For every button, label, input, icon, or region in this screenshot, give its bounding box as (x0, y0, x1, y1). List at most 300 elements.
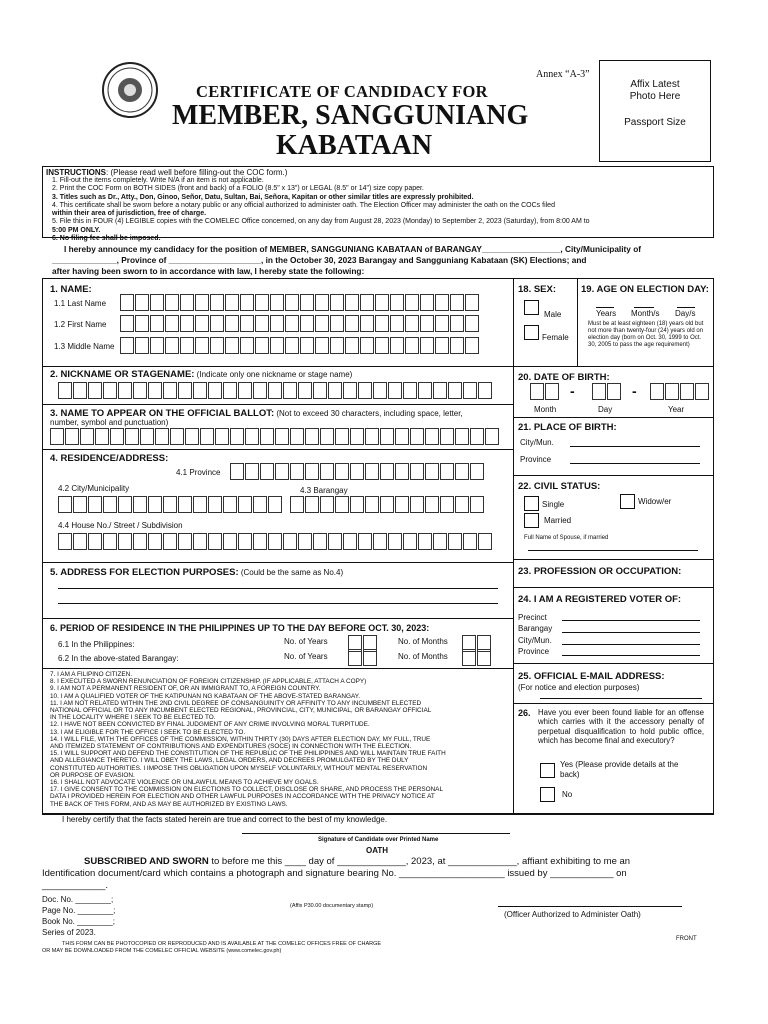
character-box[interactable] (390, 315, 404, 332)
character-box[interactable] (230, 463, 244, 480)
civil-widow-label: Widow/er (638, 497, 672, 506)
character-box[interactable] (170, 428, 184, 445)
nickname-boxes[interactable] (58, 382, 493, 400)
voter-barangay-line[interactable] (562, 632, 700, 633)
character-box[interactable] (305, 463, 319, 480)
character-box[interactable] (150, 337, 164, 354)
character-box[interactable] (455, 496, 469, 513)
character-box[interactable] (465, 337, 479, 354)
character-box[interactable] (470, 428, 484, 445)
announcement-line1[interactable]: I hereby announce my candidacy for the position of MEMBER, SANGGUNIANG KABATAAN of BARANGAY_________________, City/Municipality of (64, 244, 642, 254)
character-box[interactable] (240, 315, 254, 332)
character-box[interactable] (420, 294, 434, 311)
character-box[interactable] (450, 315, 464, 332)
character-box[interactable] (65, 428, 79, 445)
character-box[interactable] (200, 428, 214, 445)
oath-title: OATH (366, 846, 389, 855)
character-box[interactable] (120, 294, 134, 311)
character-box[interactable] (290, 463, 304, 480)
first-name-boxes[interactable] (120, 315, 480, 333)
age-days-line[interactable] (677, 307, 695, 308)
character-box[interactable] (253, 382, 267, 399)
q26-yes-checkbox[interactable] (540, 763, 555, 778)
character-box[interactable] (193, 496, 207, 513)
character-box[interactable] (373, 533, 387, 550)
character-box[interactable] (178, 496, 192, 513)
voter-precinct-label: Precinct (518, 613, 547, 622)
character-box[interactable] (285, 294, 299, 311)
character-box[interactable] (120, 337, 134, 354)
character-box[interactable] (425, 463, 439, 480)
pob-province-line[interactable] (570, 463, 700, 464)
character-box[interactable] (253, 533, 267, 550)
character-box[interactable] (103, 533, 117, 550)
spouse-name-line[interactable] (528, 550, 698, 551)
character-box[interactable] (320, 428, 334, 445)
character-box[interactable] (178, 533, 192, 550)
age-years-line[interactable] (596, 307, 614, 308)
character-box[interactable] (298, 382, 312, 399)
character-box[interactable] (223, 496, 237, 513)
city-boxes[interactable] (58, 496, 283, 514)
character-box[interactable] (58, 533, 72, 550)
character-box[interactable] (433, 533, 447, 550)
character-box[interactable] (238, 533, 252, 550)
voter-city-line[interactable] (562, 644, 700, 645)
civil-widow-checkbox[interactable] (620, 494, 635, 509)
statement-item: AND ALLEGIANCE THERETO. I WILL OBEY THE LAWS, LEGAL ORDERS, AND DECREES PROMULGATED BY THE DULY (50, 757, 409, 765)
character-box[interactable] (180, 294, 194, 311)
comelec-seal (102, 62, 158, 118)
character-box[interactable] (135, 315, 149, 332)
book-no[interactable]: Book No. ________; (42, 917, 115, 926)
character-box[interactable] (463, 382, 477, 399)
character-box[interactable] (103, 382, 117, 399)
character-box[interactable] (110, 428, 124, 445)
character-box[interactable] (405, 294, 419, 311)
character-box[interactable] (403, 533, 417, 550)
pob-city-line[interactable] (570, 446, 700, 447)
character-box[interactable] (390, 294, 404, 311)
character-box[interactable] (420, 337, 434, 354)
character-box[interactable] (607, 383, 621, 400)
character-box[interactable] (285, 315, 299, 332)
character-box[interactable] (163, 496, 177, 513)
voter-precinct-line[interactable] (562, 620, 700, 621)
oath-line3[interactable]: ____________. (42, 880, 109, 891)
character-box[interactable] (180, 315, 194, 332)
character-box[interactable] (330, 315, 344, 332)
character-box[interactable] (238, 382, 252, 399)
character-box[interactable] (50, 428, 64, 445)
character-box[interactable] (165, 294, 179, 311)
character-box[interactable] (270, 294, 284, 311)
character-box[interactable] (315, 337, 329, 354)
character-box[interactable] (420, 315, 434, 332)
page-no[interactable]: Page No. ________; (42, 906, 116, 915)
character-box[interactable] (395, 428, 409, 445)
ballot-name-boxes[interactable] (50, 428, 500, 446)
character-box[interactable] (405, 315, 419, 332)
character-box[interactable] (155, 428, 169, 445)
character-box[interactable] (313, 533, 327, 550)
character-box[interactable] (335, 428, 349, 445)
statement-item: 12. I HAVE NOT BEEN CONVICTED BY FINAL JUDGMENT OF ANY CRIME INVOLVING MORAL TURPITUDE. (50, 721, 370, 729)
character-box[interactable] (300, 315, 314, 332)
character-box[interactable] (375, 315, 389, 332)
character-box[interactable] (245, 463, 259, 480)
character-box[interactable] (300, 294, 314, 311)
character-box[interactable] (73, 496, 87, 513)
character-box[interactable] (58, 496, 72, 513)
character-box[interactable] (208, 533, 222, 550)
voter-province-line[interactable] (562, 655, 700, 656)
character-box[interactable] (193, 382, 207, 399)
character-box[interactable] (358, 382, 372, 399)
character-box[interactable] (268, 533, 282, 550)
character-box[interactable] (148, 496, 162, 513)
character-box[interactable] (373, 382, 387, 399)
character-box[interactable] (225, 315, 239, 332)
character-box[interactable] (225, 294, 239, 311)
character-box[interactable] (313, 382, 327, 399)
character-box[interactable] (435, 315, 449, 332)
ballot-note: (Not to exceed 30 characters, including space, letter, (274, 409, 463, 418)
character-box[interactable] (330, 337, 344, 354)
age-months-line[interactable] (634, 307, 654, 308)
character-box[interactable] (465, 315, 479, 332)
character-box[interactable] (410, 496, 424, 513)
character-box[interactable] (88, 533, 102, 550)
character-box[interactable] (260, 428, 274, 445)
character-box[interactable] (225, 337, 239, 354)
character-box[interactable] (478, 533, 492, 550)
q26-no-checkbox[interactable] (540, 787, 555, 802)
announcement-line2[interactable]: ______________, Province of ____________________, in the October 30, 2023 Barangay and Sangguniang Kabataan (SK) Elections; and (52, 255, 587, 265)
email-line[interactable] (540, 698, 702, 699)
character-box[interactable] (118, 496, 132, 513)
ballot-title: 3. NAME TO APPEAR ON THE OFFICIAL BALLOT: (50, 408, 275, 419)
character-box[interactable] (180, 337, 194, 354)
character-box[interactable] (395, 463, 409, 480)
character-box[interactable] (380, 463, 394, 480)
character-box[interactable] (390, 337, 404, 354)
character-box[interactable] (315, 315, 329, 332)
email-note: (For notice and election purposes) (518, 683, 640, 692)
character-box[interactable] (268, 382, 282, 399)
q26-no-label: No (562, 790, 573, 799)
period-barangay-label: 6.2 In the above-stated Barangay: (58, 654, 179, 663)
character-box[interactable] (58, 382, 72, 399)
age-days-label: Day/s (675, 309, 696, 318)
character-box[interactable] (350, 496, 364, 513)
character-box[interactable] (440, 496, 454, 513)
election-address-line-1[interactable] (58, 588, 498, 589)
character-box[interactable] (343, 382, 357, 399)
character-box[interactable] (388, 533, 402, 550)
character-box[interactable] (345, 294, 359, 311)
character-box[interactable] (178, 382, 192, 399)
character-box[interactable] (418, 533, 432, 550)
statement-item: 13. I AM ELIGIBLE FOR THE OFFICE I SEEK TO BE ELECTED TO. (50, 728, 246, 736)
character-box[interactable] (125, 428, 139, 445)
character-box[interactable] (185, 428, 199, 445)
character-box[interactable] (450, 294, 464, 311)
character-box[interactable] (425, 496, 439, 513)
character-box[interactable] (440, 463, 454, 480)
barangay-label: 4.3 Barangay (300, 486, 348, 495)
character-box[interactable] (215, 428, 229, 445)
character-box[interactable] (230, 428, 244, 445)
character-box[interactable] (208, 496, 222, 513)
first-name-label: 1.2 First Name (54, 320, 107, 329)
character-box[interactable] (270, 315, 284, 332)
character-box[interactable] (285, 337, 299, 354)
instruction-item: 6. No filing fee shall be imposed. (52, 235, 161, 243)
character-box[interactable] (255, 315, 269, 332)
election-address-title (50, 567, 343, 578)
character-box[interactable] (477, 649, 491, 666)
documentary-stamp-label: (Affix P30.00 documentary stamp) (290, 903, 374, 909)
last-name-boxes[interactable] (120, 294, 480, 312)
character-box[interactable] (450, 337, 464, 354)
pob-province-label: Province (520, 455, 552, 464)
election-address-line-2[interactable] (58, 603, 498, 604)
instruction-item: 4. This certificate shall be sworn before a notary public or any official authorized to administer oath. The Election Officer may administer the oath on the COCs filed (52, 201, 555, 209)
character-box[interactable] (350, 428, 364, 445)
character-box[interactable] (208, 382, 222, 399)
character-box[interactable] (135, 337, 149, 354)
dob-day-boxes[interactable] (592, 383, 622, 401)
character-box[interactable] (463, 533, 477, 550)
character-box[interactable] (238, 496, 252, 513)
period-years-boxes-2[interactable] (348, 649, 378, 667)
character-box[interactable] (223, 533, 237, 550)
character-box[interactable] (375, 337, 389, 354)
age-section-title: 19. AGE ON ELECTION DAY: (581, 284, 709, 295)
sex-male-checkbox[interactable] (524, 300, 539, 315)
last-name-label: 1.1 Last Name (54, 299, 107, 308)
character-box[interactable] (315, 294, 329, 311)
character-box[interactable] (485, 428, 499, 445)
character-box[interactable] (410, 428, 424, 445)
province-boxes[interactable] (230, 463, 485, 481)
photo-box[interactable] (599, 60, 711, 162)
residence-section-title: 4. RESIDENCE/ADDRESS: (50, 453, 169, 464)
character-box[interactable] (195, 294, 209, 311)
character-box[interactable] (165, 315, 179, 332)
character-box[interactable] (395, 496, 409, 513)
character-box[interactable] (360, 294, 374, 311)
character-box[interactable] (545, 383, 559, 400)
character-box[interactable] (435, 337, 449, 354)
character-box[interactable] (298, 533, 312, 550)
character-box[interactable] (363, 649, 377, 666)
character-box[interactable] (275, 428, 289, 445)
annex-label: Annex “A-3” (536, 69, 590, 80)
character-box[interactable] (305, 496, 319, 513)
character-box[interactable] (343, 533, 357, 550)
character-box[interactable] (150, 294, 164, 311)
middle-name-boxes[interactable] (120, 337, 480, 355)
character-box[interactable] (240, 294, 254, 311)
character-box[interactable] (530, 383, 544, 400)
character-box[interactable] (95, 428, 109, 445)
sex-section-title: 18. SEX: (518, 284, 557, 295)
signature-label: Signature of Candidate over Printed Name (318, 837, 439, 843)
middle-name-label: 1.3 Middle Name (54, 342, 115, 351)
character-box[interactable] (73, 382, 87, 399)
character-box[interactable] (410, 463, 424, 480)
character-box[interactable] (163, 533, 177, 550)
character-box[interactable] (135, 294, 149, 311)
character-box[interactable] (210, 294, 224, 311)
character-box[interactable] (418, 382, 432, 399)
character-box[interactable] (255, 294, 269, 311)
character-box[interactable] (360, 337, 374, 354)
character-box[interactable] (150, 315, 164, 332)
character-box[interactable] (283, 533, 297, 550)
character-box[interactable] (680, 383, 694, 400)
instructions-note: : (Please read well before filling-out the COC form.) (106, 168, 288, 177)
form-title-line3: KABATAAN (276, 130, 433, 161)
character-box[interactable] (300, 337, 314, 354)
dob-month-boxes[interactable] (530, 383, 560, 401)
civil-single-checkbox[interactable] (524, 496, 539, 511)
character-box[interactable] (148, 382, 162, 399)
character-box[interactable] (455, 428, 469, 445)
character-box[interactable] (223, 382, 237, 399)
sex-female-checkbox[interactable] (524, 325, 539, 340)
character-box[interactable] (448, 382, 462, 399)
character-box[interactable] (345, 337, 359, 354)
character-box[interactable] (462, 649, 476, 666)
character-box[interactable] (120, 315, 134, 332)
period-months-boxes-2[interactable] (462, 649, 492, 667)
character-box[interactable] (88, 382, 102, 399)
character-box[interactable] (133, 533, 147, 550)
barangay-boxes[interactable] (290, 496, 485, 514)
character-box[interactable] (245, 428, 259, 445)
character-box[interactable] (330, 294, 344, 311)
election-address-note: (Could be the same as No.4) (238, 568, 344, 577)
character-box[interactable] (283, 382, 297, 399)
oath-line1[interactable] (84, 856, 630, 867)
character-box[interactable] (290, 496, 304, 513)
character-box[interactable] (465, 294, 479, 311)
oath-line2[interactable]: Identification document/card which contains a photograph and signature bearing No. ____________________ issued by ____________ on (42, 868, 627, 879)
ballot-note-2: number, symbol and punctuation) (50, 418, 169, 427)
character-box[interactable] (73, 533, 87, 550)
character-box[interactable] (440, 428, 454, 445)
character-box[interactable] (335, 496, 349, 513)
character-box[interactable] (140, 428, 154, 445)
q26-number: 26. (518, 708, 531, 718)
character-box[interactable] (358, 533, 372, 550)
character-box[interactable] (195, 315, 209, 332)
character-box[interactable] (88, 496, 102, 513)
character-box[interactable] (210, 315, 224, 332)
character-box[interactable] (163, 382, 177, 399)
character-box[interactable] (148, 533, 162, 550)
character-box[interactable] (433, 382, 447, 399)
character-box[interactable] (320, 496, 334, 513)
character-box[interactable] (335, 463, 349, 480)
period-months-label-1: No. of Months (398, 637, 448, 646)
character-box[interactable] (345, 315, 359, 332)
character-box[interactable] (270, 337, 284, 354)
character-box[interactable] (255, 337, 269, 354)
character-box[interactable] (348, 649, 362, 666)
character-box[interactable] (470, 496, 484, 513)
character-box[interactable] (133, 496, 147, 513)
voter-barangay-label: Barangay (518, 624, 553, 633)
character-box[interactable] (260, 463, 274, 480)
character-box[interactable] (380, 496, 394, 513)
house-boxes[interactable] (58, 533, 493, 551)
character-box[interactable] (320, 463, 334, 480)
character-box[interactable] (290, 428, 304, 445)
character-box[interactable] (425, 428, 439, 445)
character-box[interactable] (650, 383, 664, 400)
character-box[interactable] (403, 382, 417, 399)
character-box[interactable] (193, 533, 207, 550)
character-box[interactable] (435, 294, 449, 311)
period-years-label-1: No. of Years (284, 637, 328, 646)
period-years-label-2: No. of Years (284, 652, 328, 661)
character-box[interactable] (592, 383, 606, 400)
character-box[interactable] (305, 428, 319, 445)
character-box[interactable] (470, 463, 484, 480)
character-box[interactable] (455, 463, 469, 480)
character-box[interactable] (665, 383, 679, 400)
character-box[interactable] (195, 337, 209, 354)
character-box[interactable] (405, 337, 419, 354)
character-box[interactable] (253, 496, 267, 513)
character-box[interactable] (365, 428, 379, 445)
character-box[interactable] (360, 315, 374, 332)
character-box[interactable] (478, 382, 492, 399)
character-box[interactable] (118, 533, 132, 550)
character-box[interactable] (275, 463, 289, 480)
character-box[interactable] (365, 463, 379, 480)
character-box[interactable] (380, 428, 394, 445)
character-box[interactable] (365, 496, 379, 513)
character-box[interactable] (350, 463, 364, 480)
officer-signature-line[interactable] (498, 906, 682, 907)
character-box[interactable] (103, 496, 117, 513)
character-box[interactable] (388, 382, 402, 399)
doc-no[interactable]: Doc. No. ________; (42, 895, 114, 904)
character-box[interactable] (240, 337, 254, 354)
character-box[interactable] (210, 337, 224, 354)
character-box[interactable] (328, 382, 342, 399)
civil-married-checkbox[interactable] (524, 513, 539, 528)
character-box[interactable] (328, 533, 342, 550)
signature-line[interactable] (242, 833, 510, 834)
dob-year-label: Year (668, 405, 685, 414)
character-box[interactable] (268, 496, 282, 513)
dob-year-boxes[interactable] (650, 383, 710, 401)
character-box[interactable] (375, 294, 389, 311)
character-box[interactable] (118, 382, 132, 399)
character-box[interactable] (448, 533, 462, 550)
character-box[interactable] (133, 382, 147, 399)
statement-item: IN THE LOCALITY WHERE I SEEK TO BE ELECTED TO. (50, 714, 216, 722)
character-box[interactable] (80, 428, 94, 445)
character-box[interactable] (165, 337, 179, 354)
character-box[interactable] (695, 383, 709, 400)
